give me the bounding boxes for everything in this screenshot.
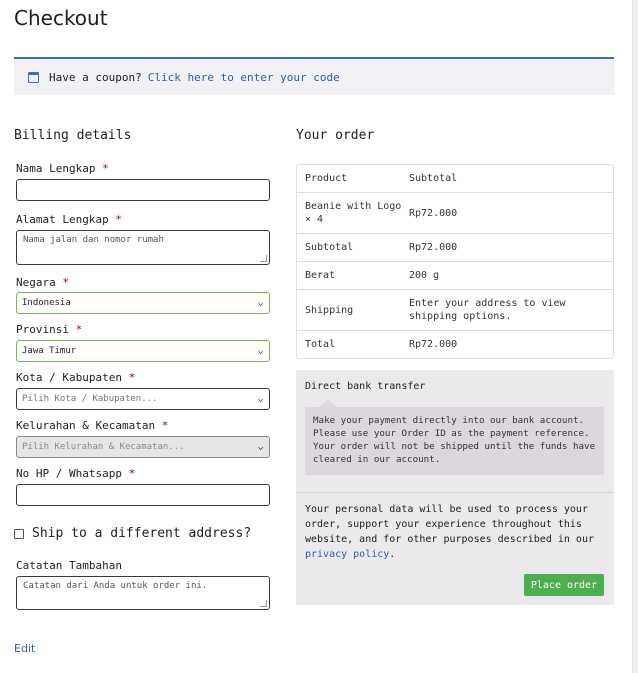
payment-method-label[interactable]: Direct bank transfer xyxy=(305,381,426,392)
row-value: Rp72.000 xyxy=(409,339,458,350)
phone-field[interactable] xyxy=(16,484,270,506)
row-label: Beanie with Logo × 4 xyxy=(305,201,402,225)
resize-grip-icon[interactable] xyxy=(260,600,267,607)
place-order-button[interactable]: Place order xyxy=(524,574,604,596)
page-title: Checkout xyxy=(14,6,108,30)
province-value: Jawa Timur xyxy=(22,346,77,356)
table-row xyxy=(297,193,613,234)
payment-divider xyxy=(296,492,614,493)
address-placeholder: Nama jalan dan nomor rumah xyxy=(23,235,164,245)
district-select[interactable] xyxy=(16,436,270,458)
row-value: Rp72.000 xyxy=(409,242,458,253)
resize-grip-icon[interactable] xyxy=(260,255,267,262)
privacy-text: Your personal data will be used to process your order, support your experience throughout this website, and for other purposes described in our xyxy=(305,504,594,545)
ship-different-checkbox[interactable] xyxy=(14,529,24,539)
table-row xyxy=(297,262,613,290)
billing-title: Billing details xyxy=(14,128,132,143)
payment-box xyxy=(296,370,614,605)
country-label: Negara * xyxy=(16,276,69,289)
row-label: Shipping xyxy=(305,304,354,316)
subtotal-header: Subtotal xyxy=(409,173,458,184)
city-placeholder: Pilih Kota / Kabupaten... xyxy=(22,394,158,404)
coupon-notice xyxy=(14,57,614,95)
row-value: Enter your address to view shipping options. xyxy=(409,298,566,322)
chevron-down-icon: ⌄ xyxy=(256,346,264,356)
edit-link[interactable]: Edit xyxy=(14,642,36,655)
chevron-down-icon: ⌄ xyxy=(256,394,264,404)
order-header-row xyxy=(297,165,613,193)
chevron-down-icon: ⌄ xyxy=(256,442,264,452)
chevron-down-icon: ⌄ xyxy=(256,298,264,308)
ship-different-label: Ship to a different address? xyxy=(32,526,252,541)
row-label: Subtotal xyxy=(305,242,354,253)
notes-label: Catatan Tambahan xyxy=(16,559,122,572)
city-label: Kota / Kabupaten * xyxy=(16,371,136,384)
table-row xyxy=(297,290,613,331)
country-select[interactable] xyxy=(16,292,270,314)
row-value: Rp72.000 xyxy=(409,207,458,219)
ship-different-toggle[interactable] xyxy=(14,526,251,541)
district-label: Kelurahan & Kecamatan * xyxy=(16,419,169,432)
city-select[interactable] xyxy=(16,388,270,410)
coupon-link[interactable]: Click here to enter your code xyxy=(147,70,340,84)
notes-placeholder: Catatan dari Anda untuk order ini. xyxy=(23,581,208,591)
row-label: Berat xyxy=(305,270,336,281)
name-field[interactable] xyxy=(16,179,270,201)
privacy-end: . xyxy=(389,549,396,560)
privacy-notice xyxy=(305,502,605,562)
address-field[interactable] xyxy=(16,230,270,265)
province-label: Provinsi * xyxy=(16,323,83,336)
calendar-icon xyxy=(28,72,39,83)
payment-box-arrow xyxy=(320,399,336,407)
country-value: Indonesia xyxy=(22,298,71,308)
row-label: Total xyxy=(305,339,336,350)
province-select[interactable] xyxy=(16,340,270,362)
scrollbar-edge xyxy=(632,0,638,673)
table-row xyxy=(297,331,613,358)
privacy-policy-link[interactable]: privacy policy xyxy=(305,549,390,560)
district-placeholder: Pilih Kelurahan & Kecamatan... xyxy=(22,442,185,452)
coupon-text: Have a coupon? xyxy=(49,70,142,84)
order-table xyxy=(296,164,614,359)
table-row xyxy=(297,234,613,262)
address-label: Alamat Lengkap * xyxy=(16,213,122,226)
name-label: Nama Lengkap * xyxy=(16,162,109,175)
phone-label: No HP / Whatsapp * xyxy=(16,467,136,480)
order-title: Your order xyxy=(296,128,375,143)
notes-field[interactable] xyxy=(16,576,270,610)
row-value: 200 g xyxy=(409,270,440,281)
payment-description: Make your payment directly into our bank account. Please use your Order ID as the payment reference. Your order will not be shipped until the funds have cleared in our account. xyxy=(305,407,604,475)
product-header: Product xyxy=(305,173,348,184)
